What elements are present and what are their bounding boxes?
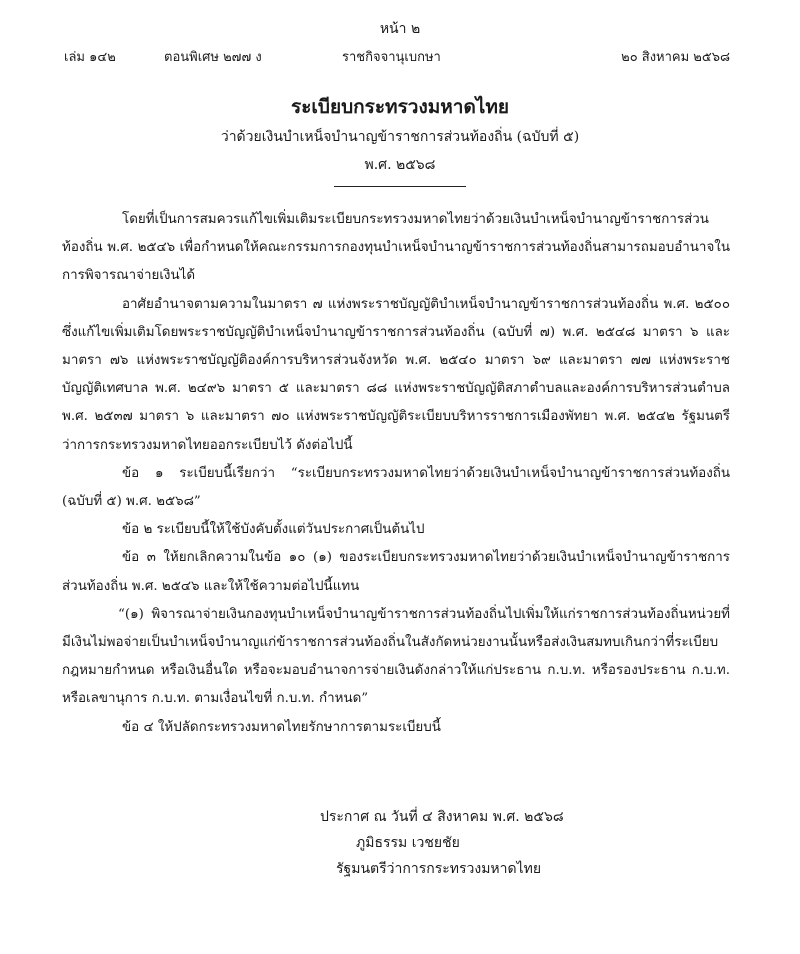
section-label: ตอนพิเศษ ๒๗๗ ง: [164, 50, 262, 65]
signatory-position: รัฐมนตรีว่าการกระทรวงมหาดไทย: [336, 861, 542, 877]
publication-date: ๒๐ สิงหาคม ๒๕๖๘: [621, 50, 730, 65]
document-title: ระเบียบกระทรวงมหาดไทย: [290, 96, 510, 118]
clause-4: ข้อ ๔ ให้ปลัดกระทรวงมหาดไทยรักษาการตามระเบียบนี้: [122, 719, 441, 735]
authority-paragraph: อาศัยอำนาจตามความในมาตรา ๗ แห่งพระราชบัญญัติบำเหน็จบำนาญข้าราชการส่วนท้องถิ่น พ.ศ. ๒๕๐๐ ซึ่งแก้ไขเพิ่มเติมโดยพระราชบัญญัติบำเหน็จบำนาญข้าราชการส่วนท้องถิ่น (ฉบับที่ ๗) พ.ศ. ๒๕๔๘ มาตรา ๖ และมาตรา ๗๖ แห่งพระราชบัญญัติองค์การบริหารส่วนจังหวัด พ.ศ. ๒๕๔๐ มาตรา ๖๙ และมาตรา ๗๗ แห่งพระราชบัญญัติเทศบาล พ.ศ. ๒๔๙๖ มาตรา ๕ และมาตรา ๘๘ แห่งพระราชบัญญัติสภาตำบลและองค์การบริหารส่วนตำบล พ.ศ. ๒๕๓๗ มาตรา ๖ และมาตรา ๗๐ แห่งพระราชบัญญัติระเบียบบริหารราชการเมืองพัทยา พ.ศ. ๒๕๔๒ รัฐมนตรีว่าการกระทรวงมหาดไทยออกระเบียบไว้ ดังต่อไปนี้: [62, 296, 730, 453]
document-subtitle: ว่าด้วยเงินบำเหน็จบำนาญข้าราชการส่วนท้องถิ่น (ฉบับที่ ๕): [220, 129, 580, 145]
clause-3-text: “(๑) พิจารณาจ่ายเงินกองทุนบำเหน็จบำนาญข้าราชการส่วนท้องถิ่นไปเพิ่มให้แก่ราชการส่วนท้องถิ่นหน่วยที่มีเงินไม่พอจ่ายเป็นบำเหน็จบำนาญแก่ข้าราชการส่วนท้องถิ่นในสังกัดหน่วยงานนั้นหรือส่งเงินสมทบเกินกว่าที่ระเบียบกฎหมายกำหนด หรือเงินอื่นใด หรือจะมอบอำนาจการจ่ายเงินดังกล่าวให้แก่ประธาน ก.บ.ท. หรือรองประธาน ก.บ.ท. หรือเลขานุการ ก.บ.ท. ตามเงื่อนไขที่ ก.บ.ท. กำหนด”: [62, 606, 730, 707]
document-year: พ.ศ. ๒๕๖๘: [364, 157, 436, 173]
clause-2: ข้อ ๒ ระเบียบนี้ให้ใช้บังคับตั้งแต่วันประกาศเป็นต้นไป: [122, 522, 425, 538]
document-body: [62, 206, 730, 742]
clause-3: ข้อ ๓ ให้ยกเลิกความในข้อ ๑๐ (๑) ของระเบียบกระทรวงมหาดไทยว่าด้วยเงินบำเหน็จบำนาญข้าราชการส่วนท้องถิ่น พ.ศ. ๒๕๔๖ และให้ใช้ความต่อไปนี้แทน: [62, 550, 730, 594]
volume-label: เล่ม ๑๔๒: [64, 50, 116, 65]
page-number: หน้า ๒: [379, 21, 421, 37]
signatory-name: ภูมิธรรม เวชยชัย: [356, 835, 460, 851]
gazette-name: ราชกิจจานุเบกษา: [342, 50, 441, 65]
clause-1: ข้อ ๑ ระเบียบนี้เรียกว่า “ระเบียบกระทรวงมหาดไทยว่าด้วยเงินบำเหน็จบำนาญข้าราชการส่วนท้องถิ่น (ฉบับที่ ๕) พ.ศ. ๒๕๖๘”: [62, 465, 730, 510]
announcement-date: ประกาศ ณ วันที่ ๔ สิงหาคม พ.ศ. ๒๕๖๘: [320, 809, 564, 825]
gazette-header: [64, 46, 730, 66]
preamble-paragraph: โดยที่เป็นการสมควรแก้ไขเพิ่มเติมระเบียบกระทรวงมหาดไทยว่าด้วยเงินบำเหน็จบำนาญข้าราชการส่วนท้องถิ่น พ.ศ. ๒๕๔๖ เพื่อกำหนดให้คณะกรรมการกองทุนบำเหน็จบำนาญข้าราชการส่วนท้องถิ่นสามารถมอบอำนาจในการพิจารณาจ่ายเงินได้: [62, 212, 730, 284]
title-divider: [334, 186, 466, 187]
